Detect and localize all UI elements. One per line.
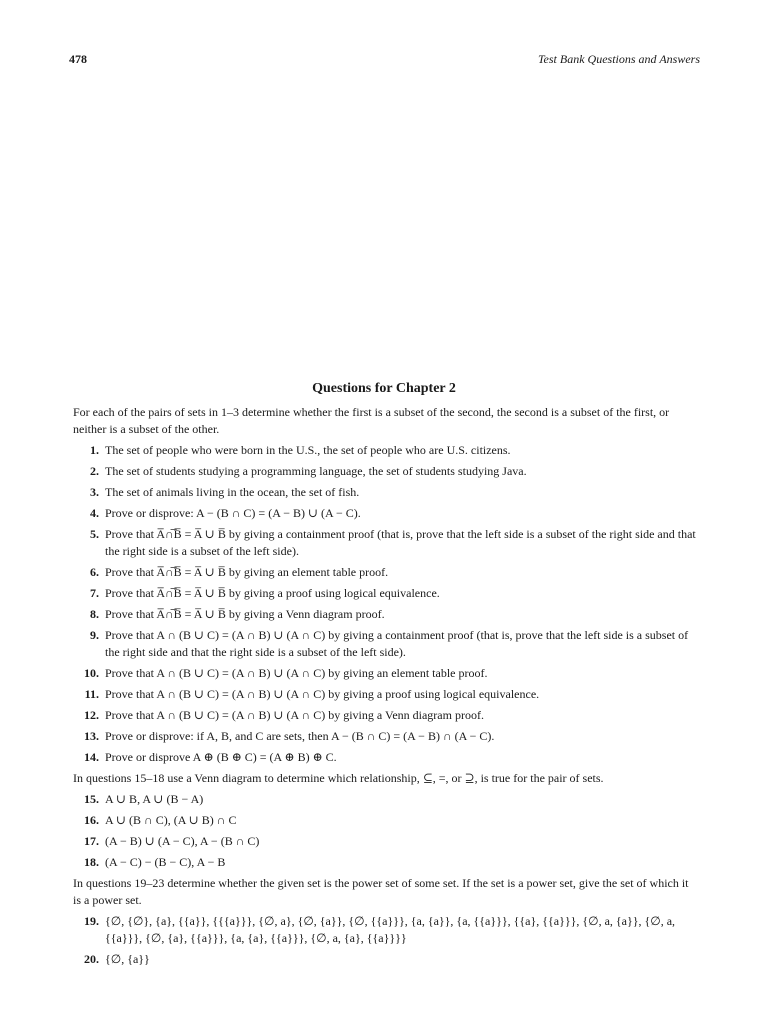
question-text: Prove that A ∩ (B ∪ C) = (A ∩ B) ∪ (A ∩ C) by giving an element table proof. — [105, 666, 488, 680]
question-text: Prove that A ∩ (B ∪ C) = (A ∩ B) ∪ (A ∩ C) by giving a containment proof (that is, prove that the left side is a subset of the right side and that the right side is a subset of the left side). — [105, 628, 689, 659]
question-number: 15 . — [73, 791, 99, 808]
question-item — [73, 665, 696, 682]
question-text: Prove that A ∩ (B ∪ C) = (A ∩ B) ∪ (A ∩ C) by giving a proof using logical equivalence. — [105, 687, 540, 701]
question-number: 8 . — [73, 606, 99, 623]
question-item — [73, 463, 696, 480]
question-number: 16 . — [73, 812, 99, 829]
question-text: The set of students studying a programming language, the set of students studying Java. — [105, 464, 527, 478]
question-item — [73, 484, 696, 501]
question-number: 9 . — [73, 627, 99, 644]
question-text: The set of people who were born in the U.S., the set of people who are U.S. citizens. — [105, 443, 511, 457]
question-item — [73, 585, 696, 602]
question-item — [73, 505, 696, 522]
question-item — [73, 728, 696, 745]
question-item — [73, 686, 696, 703]
question-item — [73, 854, 696, 871]
question-text: A ∪ (B ∩ C), (A ∪ B) ∩ C — [105, 813, 237, 827]
question-item — [73, 564, 696, 581]
question-number: 11 . — [73, 686, 99, 703]
question-item — [73, 442, 696, 459]
questions-body — [73, 404, 696, 972]
question-number: 18 . — [73, 854, 99, 871]
question-text: Prove or disprove: A − (B ∩ C) = (A − B) ∪ (A − C). — [105, 506, 361, 520]
question-item — [73, 833, 696, 850]
question-text: Prove or disprove A ⊕ (B ⊕ C) = (A ⊕ B) ⊕ C. — [105, 750, 337, 764]
question-number: 19 . — [73, 913, 99, 930]
question-number: 4 . — [73, 505, 99, 522]
question-item — [73, 812, 696, 829]
question-text: {∅, {∅}, {a}, {{a}}, {{{a}}}, {∅, a}, {∅, {a}}, {∅, {{a}}}, {a, {a}}, {a, {{a}}}, {{a}, {{a}}}, {∅, a, {a}}, {∅, a, {{a}}}, {∅, {a}, {{a}}}, {a, {a}, {{a}}}, {∅, a, {a}, {{a}}}} — [105, 914, 676, 945]
intro-paragraph: In questions 19–23 determine whether the given set is the power set of some set. If the set is a power set, give the set of which it is a power set. — [73, 876, 689, 907]
question-text: Prove that A ∩ (B ∪ C) = (A ∩ B) ∪ (A ∩ C) by giving a Venn diagram proof. — [105, 708, 484, 722]
question-text: Prove or disprove: if A, B, and C are sets, then A − (B ∩ C) = (A − B) ∩ (A − C). — [105, 729, 495, 743]
question-text: The set of animals living in the ocean, the set of fish. — [105, 485, 360, 499]
question-number: 5 . — [73, 526, 99, 543]
question-item — [73, 791, 696, 808]
question-text: {∅, {a}} — [105, 952, 150, 966]
intro-paragraph: For each of the pairs of sets in 1–3 determine whether the first is a subset of the second, the second is a subset of the first, or neither is a subset of the other. — [73, 405, 670, 436]
question-number: 20 . — [73, 951, 99, 968]
question-number: 6 . — [73, 564, 99, 581]
question-number: 17 . — [73, 833, 99, 850]
question-item — [73, 707, 696, 724]
question-item — [73, 606, 696, 623]
question-text: Prove that A̅̅∩̅̅B̅ = A̅ ∪ B̅ by giving a containment proof (that is, prove that the left side is a subset of the right side and that the right side is a subset of the left side). — [105, 527, 696, 558]
question-number: 10 . — [73, 665, 99, 682]
question-text: A ∪ B, A ∪ (B − A) — [105, 792, 204, 806]
running-head: Test Bank Questions and Answers — [537, 52, 700, 66]
question-number: 7 . — [73, 585, 99, 602]
question-number: 14 . — [73, 749, 99, 766]
question-number: 12 . — [73, 707, 99, 724]
question-text: (A − C) − (B − C), A − B — [105, 855, 226, 869]
question-item — [73, 526, 696, 560]
question-number: 2 . — [73, 463, 99, 480]
question-number: 3 . — [73, 484, 99, 501]
question-item — [73, 749, 696, 766]
question-text: (A − B) ∪ (A − C), A − (B ∩ C) — [105, 834, 260, 848]
question-text: Prove that A̅̅∩̅̅B̅ = A̅ ∪ B̅ by giving a Venn diagram proof. — [105, 607, 385, 621]
question-text: Prove that A̅̅∩̅̅B̅ = A̅ ∪ B̅ by giving a proof using logical equivalence. — [105, 586, 440, 600]
intro-paragraph: In questions 15–18 use a Venn diagram to determine which relationship, ⊆, =, or ⊇, is true for the pair of sets. — [73, 771, 604, 785]
question-text: Prove that A̅̅∩̅̅B̅ = A̅ ∪ B̅ by giving an element table proof. — [105, 565, 389, 579]
question-number: 1 . — [73, 442, 99, 459]
page-number: 478 — [69, 52, 87, 66]
chapter-title: Questions for Chapter 2 — [312, 381, 456, 396]
question-number: 13 . — [73, 728, 99, 745]
question-item — [73, 913, 696, 947]
question-item — [73, 627, 696, 661]
question-item — [73, 951, 696, 968]
